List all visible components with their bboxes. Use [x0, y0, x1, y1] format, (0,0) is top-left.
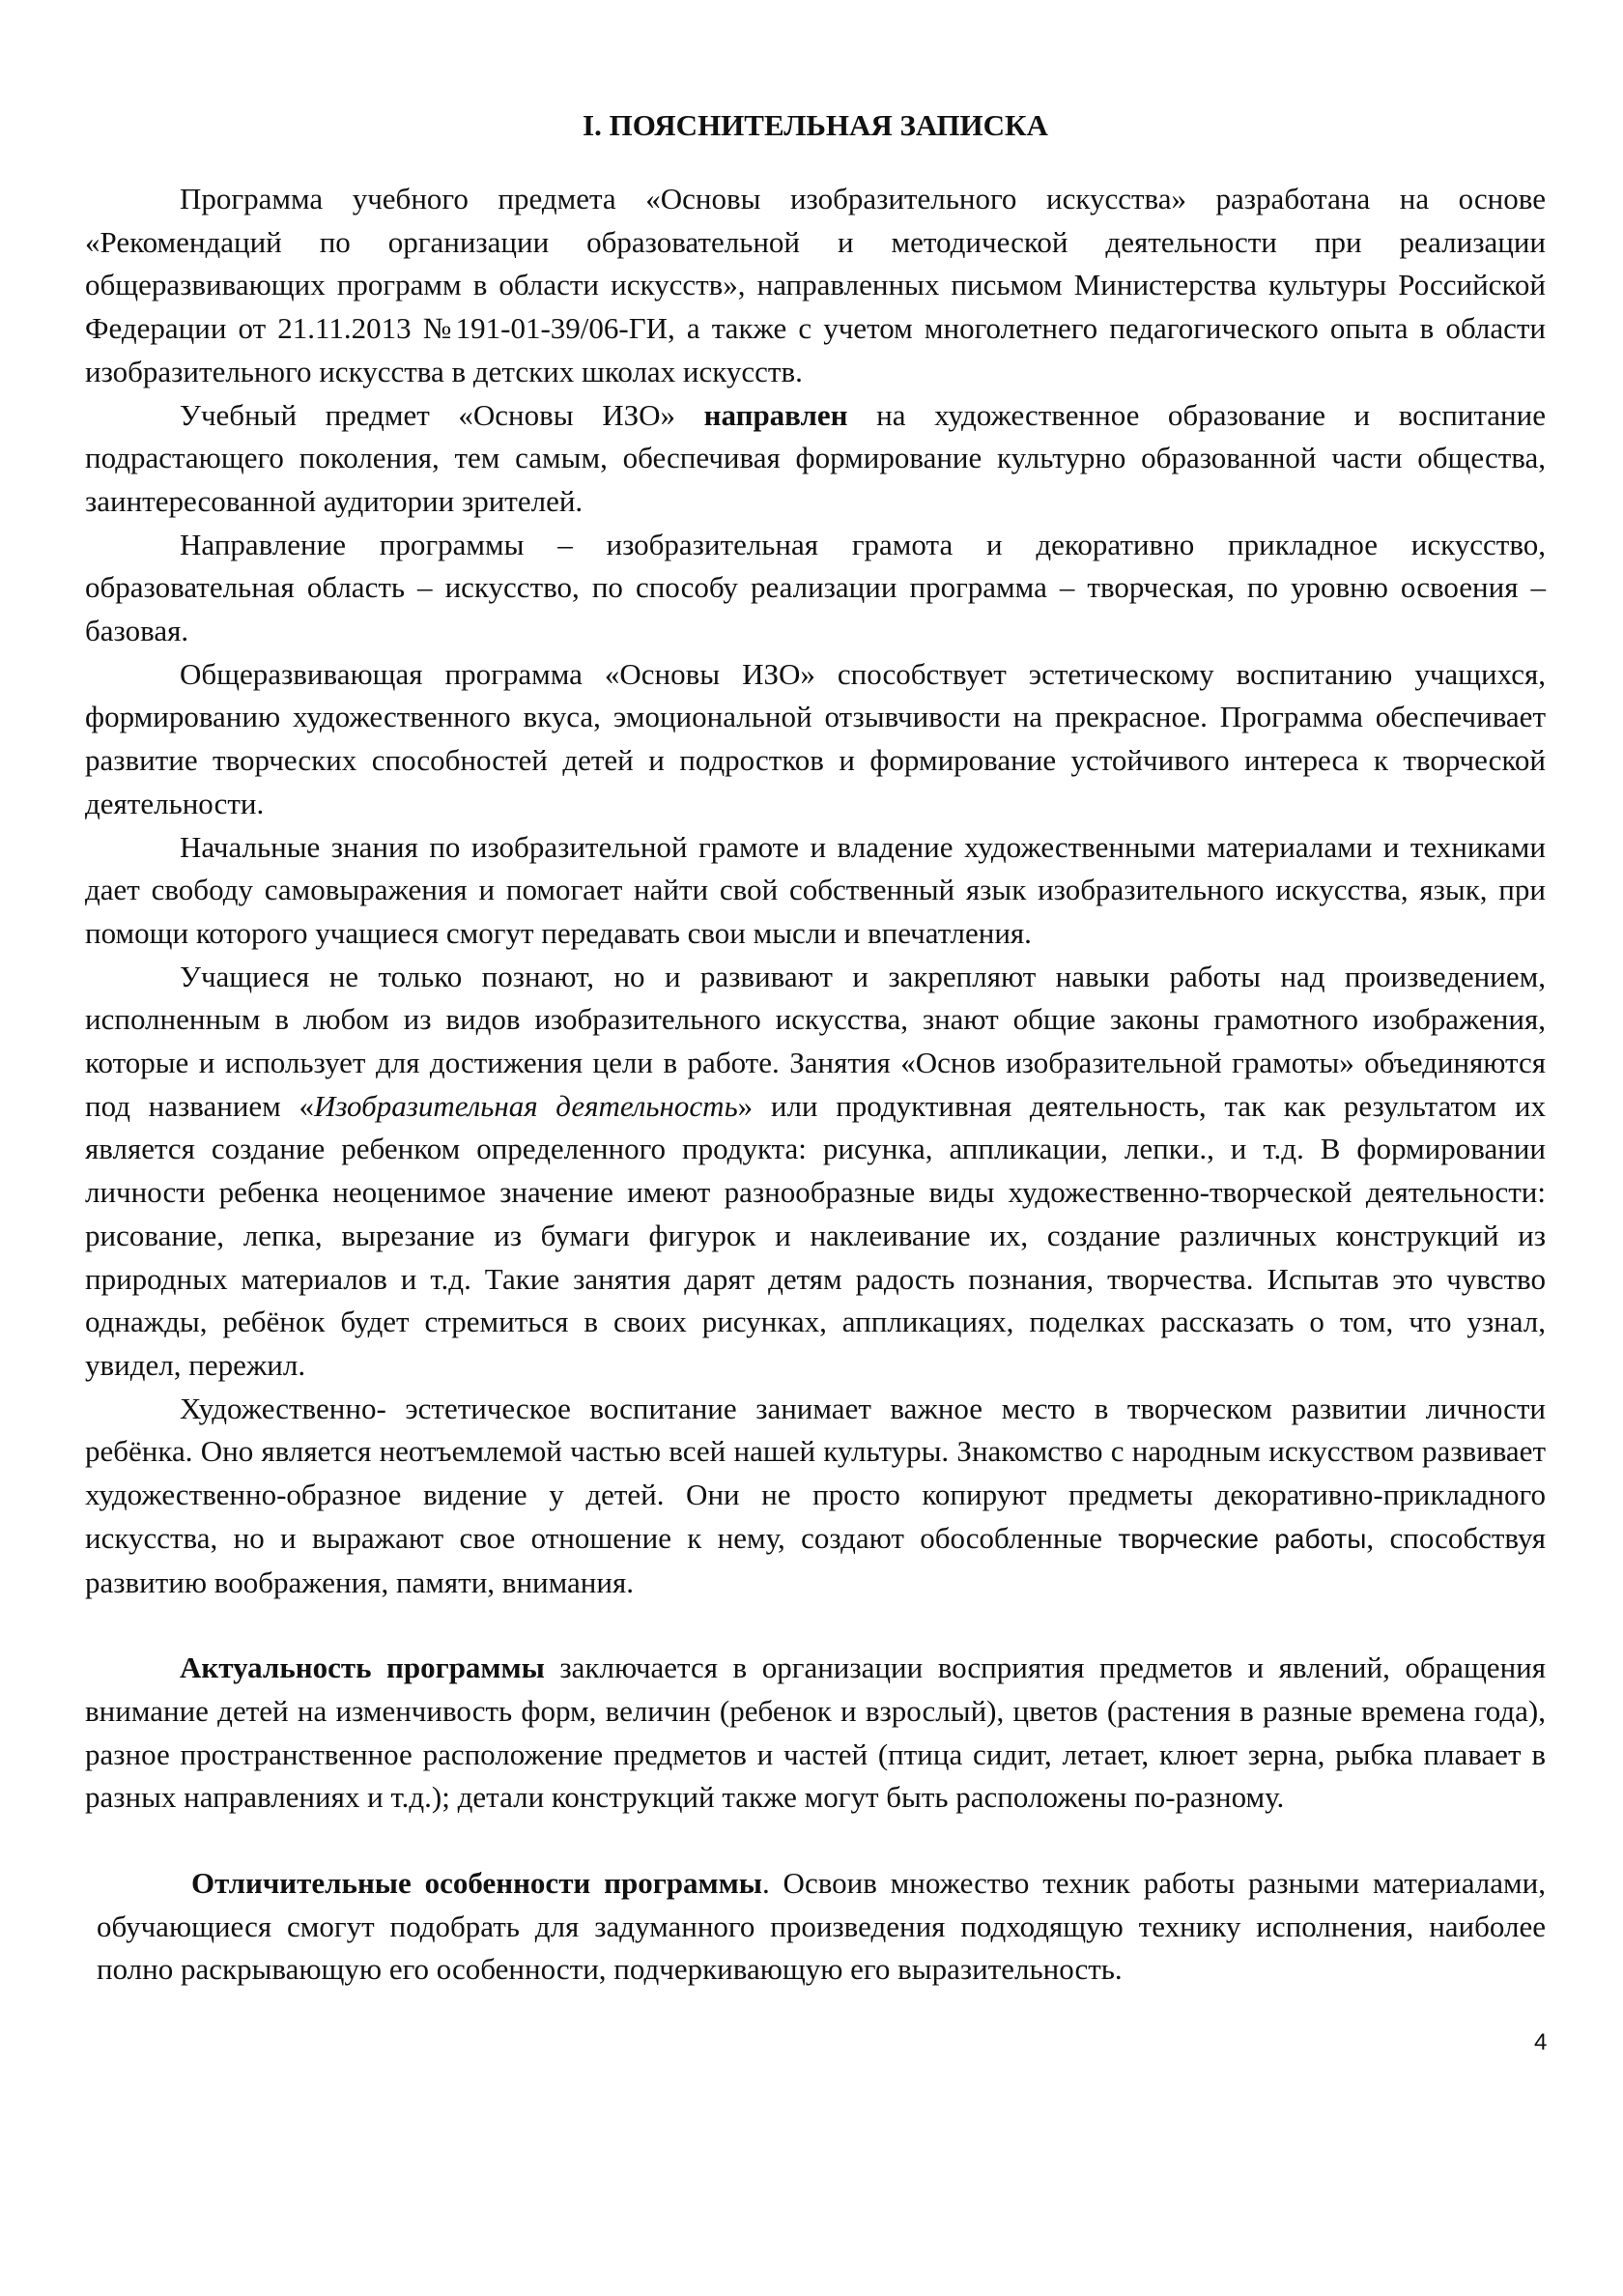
bold-text: направлен	[703, 397, 848, 432]
bold-text: Актуальность программы	[180, 1650, 545, 1685]
text-run: Художественно- эстетическое воспитание занимает важное место в творческом развитии личности ребёнка. Оно является неотъемлемой частью всей нашей культуры. Знакомство с народным искусством развивает художественно-образное видение у детей. Они не просто копируют предметы декоративно-прикладного искусства, но и выражают свое отношение к нему, создают обособленные	[85, 1391, 1546, 1555]
paragraph-relevance	[85, 1647, 1546, 1820]
text-run: на художественное образование и воспитание подрастающего поколения, тем самым, обеспечивая формирование культурно образованной части общества, заинтересованной аудитории зрителей.	[85, 397, 1546, 518]
paragraph-distinctive-features	[85, 1862, 1546, 1992]
text-run: » или продуктивная деятельность, так как результатом их является создание ребенком определенного продукта: рисунка, аппликации, лепки., и т.д. В формировании личности ребенка неоценимое значение имеют разнообразные виды художественно-творческой деятельности: рисование, лепка, вырезание из бумаги фигурок и наклеивание их, создание различных конструкций из природных материалов и т.д. Такие занятия дарят детям радость познания, творчества. Испытав это чувство однажды, ребёнок будет стремиться в своих рисунках, аппликациях, поделках рассказать о том, что узнал, увидел, пережил.	[85, 1088, 1546, 1382]
text-run: заключается в организации восприятия предметов и явлений, обращения внимание детей на изменчивость форм, величин (ребенок и взрослый), цветов (растения в разные времена года), разное пространственное расположение предметов и частей (птица сидит, летает, клюет зерна, рыбка плавает в разных направлениях и т.д.); детали конструкций также могут быть расположены по-разному.	[85, 1650, 1547, 1815]
paragraph-program-direction: Направление программы – изобразительная грамота и декоративно прикладное искусство, образовательная область – искусство, по способу реализации программа – творческая, по уровню освоения – базовая.	[85, 527, 1546, 648]
paragraph-art-education	[85, 1388, 1546, 1605]
paragraph-students-skills	[85, 956, 1546, 1388]
text-run: Учебный предмет «Основы ИЗО»	[180, 397, 704, 432]
paragraph-initial-knowledge: Начальные знания по изобразительной грамоте и владение художественными материалами и техниками дает свободу самовыражения и помогает найти свой собственный язык изобразительного искусства, язык, при помощи которого учащиеся смогут передавать свои мысли и впечатления.	[85, 829, 1546, 950]
text-run: Учащиеся не только познают, но и развивают и закрепляют навыки работы над произведением, исполненным в любом из видов изобразительного искусства, знают общие законы грамотного изображения, которые и использует для достижения цели в работе. Занятия «Основ изобразительной грамоты» объединяются под названием «	[85, 959, 1546, 1123]
italic-text: Изобразительная деятельность	[313, 1088, 738, 1123]
text-run: , способствуя развитию воображения, памяти, внимания.	[85, 1520, 1547, 1599]
section-title: I. ПОЯСНИТЕЛЬНАЯ ЗАПИСКА	[583, 108, 1048, 142]
paragraph-aesthetic-education: Общеразвивающая программа «Основы ИЗО» способствует эстетическому воспитанию учащихся, формированию художественного вкуса, эмоциональной отзывчивости на прекрасное. Программа обеспечивает развитие творческих способностей детей и подростков и формирование устойчивого интереса к творческой деятельности.	[85, 656, 1546, 820]
page-number: 4	[1534, 2029, 1548, 2055]
paragraph-gap	[85, 1820, 1546, 1862]
sans-text: творческие работы	[1118, 1523, 1367, 1554]
paragraph-gap	[85, 1604, 1546, 1647]
paragraph-subject-direction	[85, 394, 1546, 524]
bold-text: Отличительные особенности программы	[191, 1866, 762, 1901]
text-run: . Освоив множество техник работы разными материалами, обучающиеся смогут подобрать для задуманного произведения подходящую технику исполнения, наиболее полно раскрывающую его особенности, подчеркивающую его выразительность.	[97, 1866, 1546, 1987]
document-page	[85, 106, 1546, 1992]
paragraph-program-basis: Программа учебного предмета «Основы изобразительного искусства» разработана на основе «Рекомендаций по организации образовательной и методической деятельности при реализации общеразвивающих программ в области искусств», направленных письмом Министерства культуры Российской Федерации от 21.11.2013 №191-01-39/06-ГИ, а также с учетом многолетнего педагогического опыта в области изобразительного искусства в детских школах искусств.	[85, 182, 1546, 388]
